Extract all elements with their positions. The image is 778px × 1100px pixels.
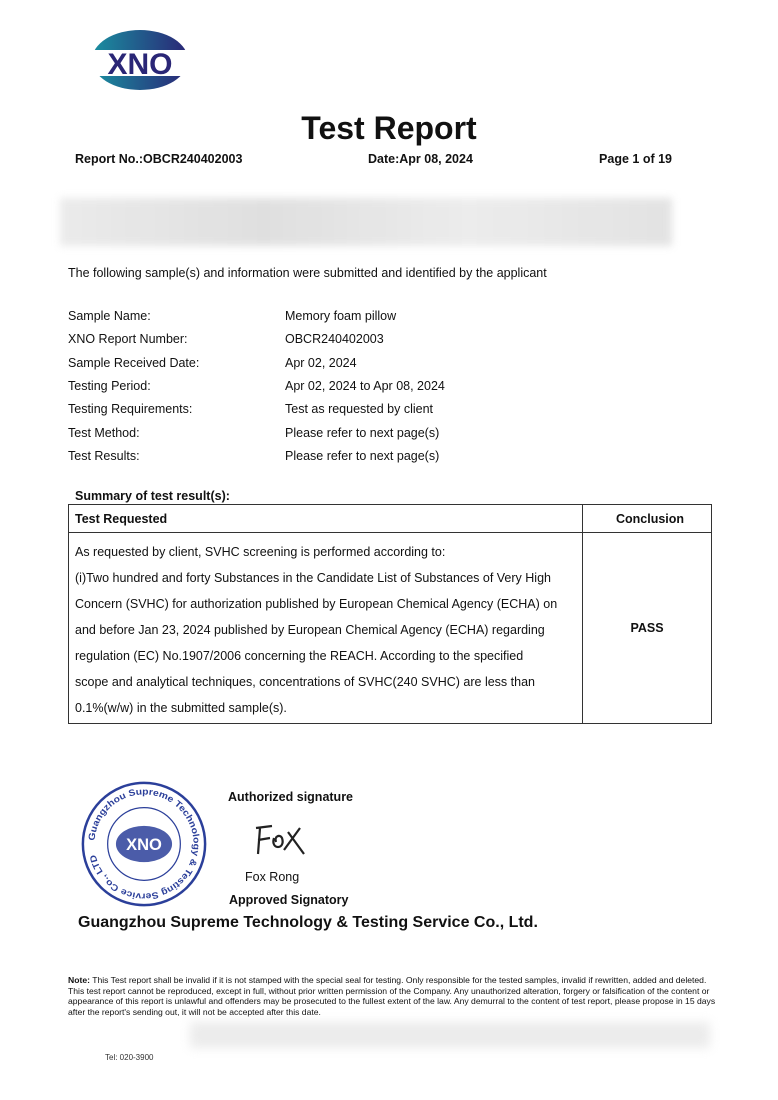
note-label: Note: <box>68 975 90 985</box>
conclusion-value: PASS <box>583 533 712 724</box>
svg-text:XNO: XNO <box>107 48 173 81</box>
svg-text:Guangzhou Supreme Technology &: Guangzhou Supreme Technology & Testing Service Co., LTD <box>86 786 202 902</box>
page-title: Test Report <box>301 110 477 146</box>
handwritten-signature <box>248 820 308 860</box>
description-line: Concern (SVHC) for authorization published by European Chemical Agency (ECHA) on <box>75 597 558 611</box>
intro-text: The following sample(s) and information were submitted and identified by the applicant <box>68 266 547 280</box>
field-label: Test Method: <box>68 425 140 440</box>
field-label: Sample Name: <box>68 309 151 323</box>
company-stamp <box>80 780 208 908</box>
signatory-title: Approved Signatory <box>229 893 349 907</box>
authorized-signature-label: Authorized signature <box>228 790 354 804</box>
field-value: Memory foam pillow <box>285 309 397 323</box>
field-label: Testing Requirements: <box>68 402 193 417</box>
field-value: Apr 02, 2024 <box>285 355 357 370</box>
page-number: Page 1 of 19 <box>599 152 672 166</box>
field-label: XNO Report Number: <box>68 332 188 347</box>
field-value: Please refer to next page(s) <box>285 448 440 463</box>
legal-note <box>68 975 716 1017</box>
field-label: Testing Period: <box>68 378 151 393</box>
description-line: (i)Two hundred and forty Substances in the Candidate List of Substances of Very High <box>75 571 551 585</box>
field-value: Apr 02, 2024 to Apr 08, 2024 <box>285 378 445 393</box>
company-name: Guangzhou Supreme Technology & Testing Service Co., Ltd. <box>78 914 538 931</box>
field-value: Please refer to next page(s) <box>285 425 440 440</box>
signatory-name: Fox Rong <box>245 870 300 884</box>
description-line: scope and analytical techniques, concentrations of SVHC(240 SVHC) are less than <box>75 675 535 689</box>
report-date: Date:Apr 08, 2024 <box>368 152 473 166</box>
col-test-requested: Test Requested <box>69 505 583 533</box>
description-line: regulation (EC) No.1907/2006 concerning the REACH. According to the specified <box>75 649 524 663</box>
test-description <box>69 533 583 724</box>
redacted-address <box>190 1022 710 1048</box>
description-line: 0.1%(w/w) in the submitted sample(s). <box>75 701 287 715</box>
report-number: Report No.:OBCR240402003 <box>75 152 243 166</box>
description-line: As requested by client, SVHC screening is performed according to: <box>75 545 446 559</box>
footer-tel: Tel: 020-3900 <box>105 1053 154 1062</box>
summary-table <box>68 504 712 724</box>
summary-label: Summary of test result(s): <box>75 489 230 503</box>
field-label: Sample Received Date: <box>68 355 200 370</box>
field-label: Test Results: <box>68 448 140 463</box>
col-conclusion: Conclusion <box>583 505 712 533</box>
xno-logo <box>90 28 190 92</box>
svg-text:XNO: XNO <box>126 836 162 855</box>
note-text: This Test report shall be invalid if it is not stamped with the special seal for testing. Only responsible for the tested samples, invalid if rewritten, added and deleted. This test report cannot be reproduced, except in full, without prior written permission of the Company. Any unauthorized alteration, forgery or falsification of the content or appearance of this report is unlawful and offenders may be prosecuted to the fullest extent of the law. Any demurral to the content of test report, please propose in 15 days after the report's sending out, it will not be accepted after this date. <box>68 975 716 1017</box>
field-value: OBCR240402003 <box>285 332 384 347</box>
field-value: Test as requested by client <box>285 402 433 417</box>
redacted-applicant <box>60 198 672 246</box>
description-line: and before Jan 23, 2024 published by European Chemical Agency (ECHA) regarding <box>75 623 545 637</box>
